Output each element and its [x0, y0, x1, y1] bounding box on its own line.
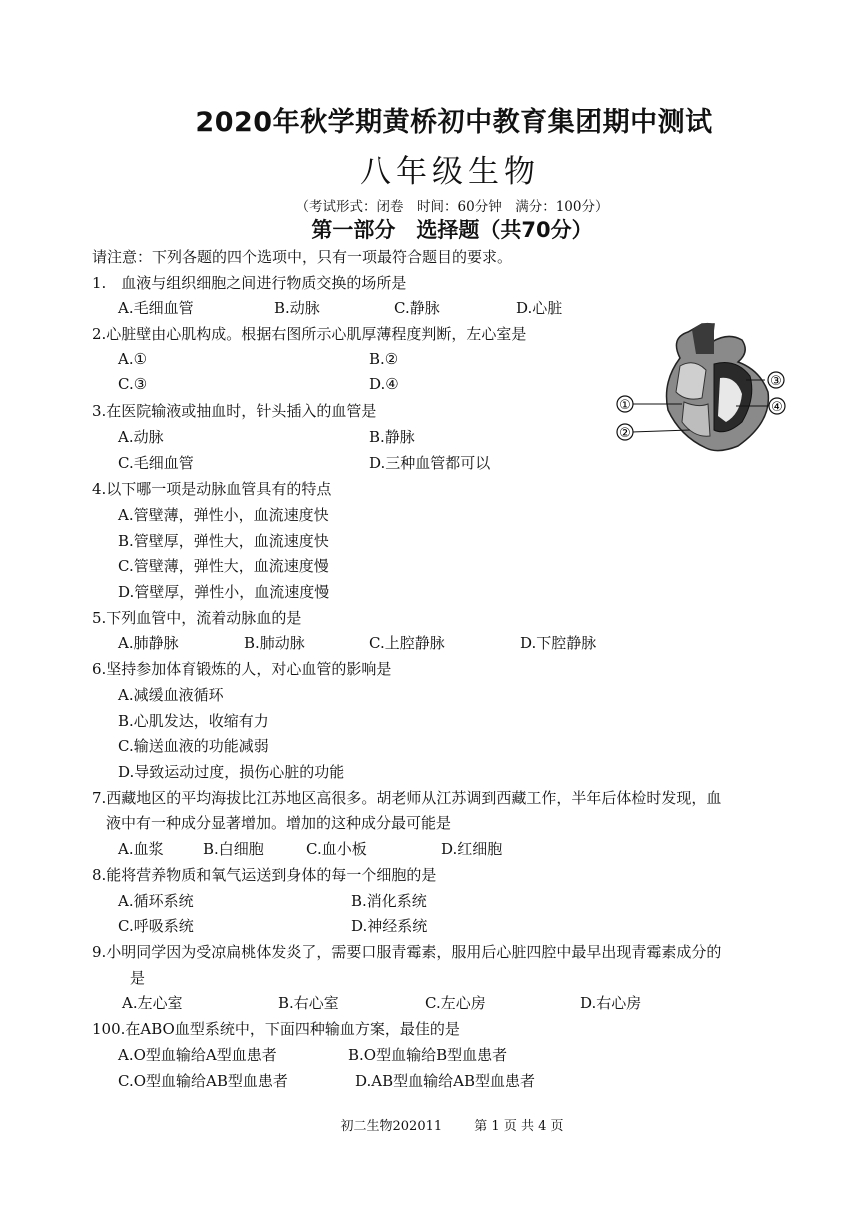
question-4-stem: 4.以下哪一项是动脉血管具有的特点 — [92, 480, 332, 498]
heart-diagram — [610, 318, 815, 458]
question-8-option-a: A.循环系统 — [118, 892, 194, 910]
question-1-option-c: C.静脉 — [394, 299, 440, 317]
question-9-stem-line-2: 是 — [130, 969, 146, 987]
question-10-option-c: C.O型血输给AB型血患者 — [118, 1072, 288, 1090]
question-5-option-c: C.上腔静脉 — [369, 634, 445, 652]
question-6-option-d: D.导致运动过度，损伤心脏的功能 — [118, 763, 345, 781]
question-5-option-b: B.肺动脉 — [244, 634, 305, 652]
exam-meta: （考试形式：闭卷 时间：60分钟 满分：100分） — [295, 199, 609, 215]
exam-title: 2020年秋学期黄桥初中教育集团期中测试 — [195, 107, 713, 138]
question-1-stem: 1. 血液与组织细胞之间进行物质交换的场所是 — [92, 274, 407, 292]
page-footer — [0, 1115, 860, 1134]
question-5-stem: 5.下列血管中，流着动脉血的是 — [92, 609, 302, 627]
question-7-option-d: D.红细胞 — [441, 840, 503, 858]
figure-label-2: ② — [619, 426, 631, 441]
question-4-option-a: A.管壁薄，弹性小，血流速度快 — [118, 506, 329, 524]
question-2-option-b: B.② — [369, 350, 399, 368]
question-3-option-b: B.静脉 — [369, 428, 415, 446]
question-5-option-a: A.肺静脉 — [118, 634, 179, 652]
section-heading: 第一部分 选择题（共70分） — [311, 218, 593, 242]
question-9-option-d: D.右心房 — [580, 994, 642, 1012]
question-8-option-d: D.神经系统 — [351, 917, 428, 935]
question-3-option-c: C.毛细血管 — [118, 454, 194, 472]
question-9-option-b: B.右心室 — [278, 994, 339, 1012]
footer-course: 初二生物202011 — [340, 1119, 443, 1134]
question-9-stem-line-1: 9.小明同学因为受凉扁桃体发炎了，需要口服青霉素，服用后心脏四腔中最早出现青霉素成分的 — [92, 943, 722, 961]
question-6-option-c: C.输送血液的功能减弱 — [118, 737, 269, 755]
notice-text: 请注意：下列各题的四个选项中，只有一项最符合题目的要求。 — [92, 248, 513, 266]
figure-label-4: ④ — [771, 400, 783, 415]
question-9-option-a: A.左心室 — [122, 994, 183, 1012]
question-4-option-b: B.管壁厚，弹性大，血流速度快 — [118, 532, 329, 550]
question-2-stem: 2.心脏壁由心肌构成。根据右图所示心肌厚薄程度判断，左心室是 — [92, 325, 527, 343]
question-3-stem: 3.在医院输液或抽血时，针头插入的血管是 — [92, 402, 377, 420]
subject-heading: 八年级生物 — [360, 154, 540, 190]
question-7-option-c: C.血小板 — [306, 840, 367, 858]
question-2-option-d: D.④ — [369, 375, 399, 393]
question-8-option-c: C.呼吸系统 — [118, 917, 194, 935]
question-5-option-d: D.下腔静脉 — [520, 634, 597, 652]
figure-label-1: ① — [619, 398, 631, 413]
footer-page-number: 第 1 页 共 4 页 — [474, 1119, 564, 1134]
question-3-option-a: A.动脉 — [118, 428, 164, 446]
question-6-option-b: B.心肌发达，收缩有力 — [118, 712, 269, 730]
question-10-option-d: D.AB型血输给AB型血患者 — [355, 1072, 535, 1090]
question-7-stem-line-1: 7.西藏地区的平均海拔比江苏地区高很多。胡老师从江苏调到西藏工作，半年后体检时发现，血 — [92, 789, 722, 807]
question-10-option-b: B.O型血输给B型血患者 — [348, 1046, 508, 1064]
question-3-option-d: D.三种血管都可以 — [369, 454, 491, 472]
question-1-option-b: B.动脉 — [274, 299, 320, 317]
question-8-stem: 8.能将营养物质和氧气运送到身体的每一个细胞的是 — [92, 866, 437, 884]
question-2-option-a: A.① — [118, 350, 148, 368]
question-6-option-a: A.减缓血液循环 — [118, 686, 224, 704]
figure-label-3: ③ — [770, 374, 782, 389]
question-8-option-b: B.消化系统 — [351, 892, 427, 910]
question-7-option-a: A.血浆 — [118, 840, 164, 858]
question-7-option-b: B.白细胞 — [203, 840, 264, 858]
question-2-option-c: C.③ — [118, 375, 148, 393]
question-1-option-d: D.心脏 — [516, 299, 563, 317]
question-9-option-c: C.左心房 — [425, 994, 486, 1012]
question-7-stem-line-2: 液中有一种成分显著增加。增加的这种成分最可能是 — [106, 814, 452, 832]
question-10-stem: 100.在ABO血型系统中，下面四种输血方案，最佳的是 — [92, 1020, 460, 1038]
question-10-option-a: A.O型血输给A型血患者 — [118, 1046, 277, 1064]
question-1-option-a: A.毛细血管 — [118, 299, 194, 317]
question-4-option-c: C.管壁薄，弹性大，血流速度慢 — [118, 557, 329, 575]
question-6-stem: 6.坚持参加体育锻炼的人，对心血管的影响是 — [92, 660, 392, 678]
question-4-option-d: D.管壁厚，弹性小，血流速度慢 — [118, 583, 330, 601]
